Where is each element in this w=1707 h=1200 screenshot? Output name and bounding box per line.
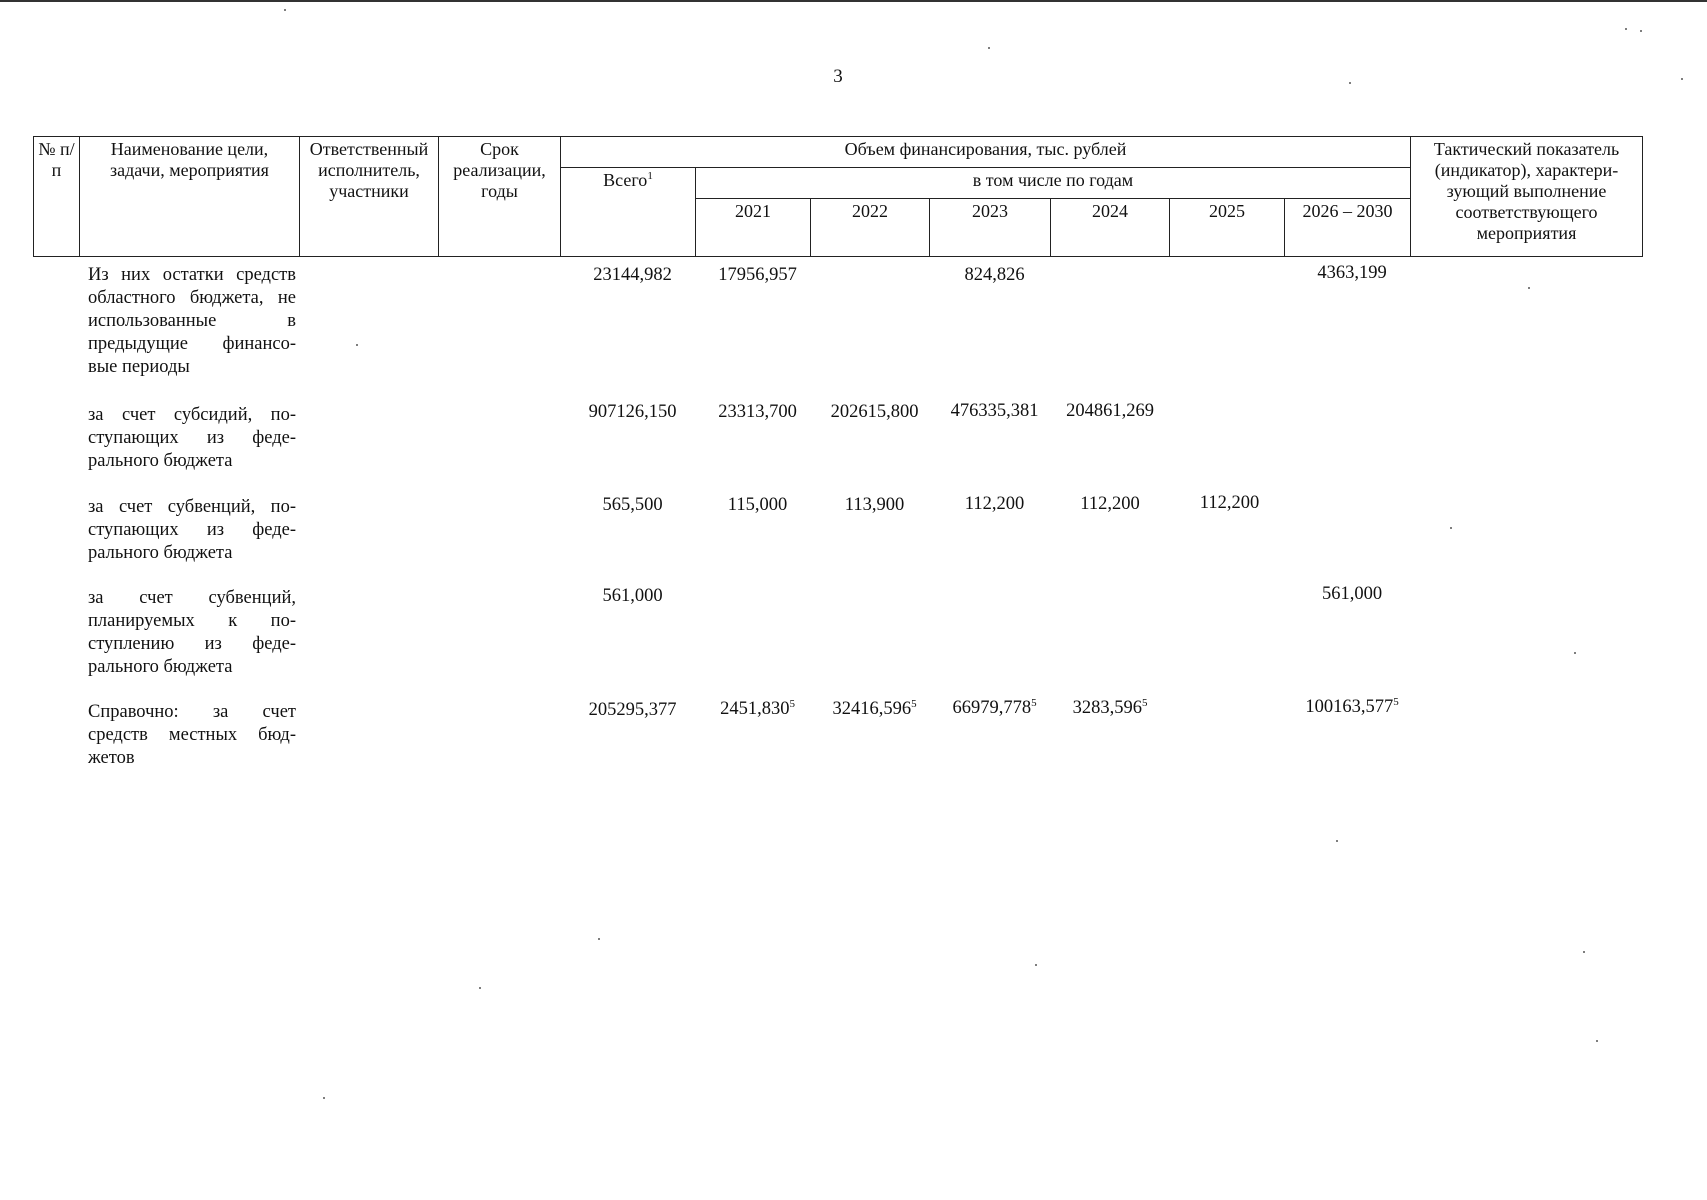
row-2024: 112,200 <box>1080 494 1140 514</box>
header-by-years: в том числе по годам <box>696 168 1411 199</box>
scan-speck <box>1528 287 1530 289</box>
header-total: Всего$^1$ <box>561 168 696 257</box>
row-2026-2030: 100163,577$^5$ <box>1305 695 1399 717</box>
row-total: 907126,150 <box>588 402 677 422</box>
header-year-2026-2030: 2026 – 2030 <box>1285 199 1411 257</box>
row-total: 23144,982 <box>593 265 672 285</box>
row-2022: 32416,596$^5$ <box>832 697 917 719</box>
header-year-2021: 2021 <box>696 199 811 257</box>
header-year-2025: 2025 <box>1170 199 1285 257</box>
header-funding: Объем финансирования, тыс. рублей <box>561 137 1411 168</box>
scan-speck <box>284 9 286 11</box>
header-executor: Ответственный исполнитель, участники <box>300 137 439 257</box>
scan-speck <box>988 47 990 49</box>
scan-speck <box>1681 78 1683 80</box>
row-total: 205295,377 <box>588 700 677 720</box>
scan-speck <box>1035 964 1037 966</box>
row-2023: 476335,381 <box>950 401 1039 421</box>
row-2022: 113,900 <box>844 495 905 515</box>
scan-speck <box>1596 1040 1598 1042</box>
row-description: за счет субвенций, планируемых к по- ступлению из феде- рального бюджета <box>88 588 296 677</box>
row-2022: 202615,800 <box>830 402 919 422</box>
page-number: 3 <box>833 66 843 87</box>
row-2026-2030: 561,000 <box>1321 584 1383 604</box>
row-2023: 112,200 <box>964 494 1025 514</box>
footnote-mark: 1 <box>647 170 653 182</box>
row-total: 565,500 <box>602 495 663 515</box>
row-description: за счет субсидий, по- ступающих из феде- рального бюджета <box>88 405 296 471</box>
header-year-2024: 2024 <box>1051 199 1170 257</box>
row-2021: 115,000 <box>727 495 788 515</box>
header-term: Срок реализации, годы <box>439 137 561 257</box>
row-2021: 17956,957 <box>718 265 797 285</box>
scan-speck <box>356 344 358 346</box>
row-2024: 3283,596$^5$ <box>1072 696 1148 718</box>
header-year-2022: 2022 <box>811 199 930 257</box>
scan-speck <box>1349 82 1351 84</box>
header-indicator: Тактический показатель (индикатор), характери- зующий выполнение соответствующего мероприятия <box>1411 137 1643 257</box>
scan-speck <box>598 938 600 940</box>
page-top-rule <box>0 0 1707 2</box>
header-year-2023: 2023 <box>930 199 1051 257</box>
row-2021: 23313,700 <box>718 402 797 422</box>
scan-speck <box>1336 840 1338 842</box>
scan-speck <box>1450 527 1452 529</box>
header-no: № п/п <box>34 137 80 257</box>
row-2024: 204861,269 <box>1066 401 1154 421</box>
row-2026-2030: 4363,199 <box>1317 263 1387 283</box>
scan-speck <box>323 1097 325 1099</box>
scan-speck <box>1640 30 1642 32</box>
row-description: Справочно: за счет средств местных бюд- жетов <box>88 702 296 768</box>
row-2023: 824,826 <box>964 265 1025 285</box>
row-description: за счет субвенций, по- ступающих из феде- рального бюджета <box>88 497 296 563</box>
header-name: Наименование цели, задачи, мероприятия <box>80 137 300 257</box>
row-2025: 112,200 <box>1199 493 1260 513</box>
row-2023: 66979,778$^5$ <box>952 696 1037 718</box>
row-total: 561,000 <box>602 586 663 606</box>
scan-speck <box>479 987 481 989</box>
scan-speck <box>1625 28 1627 30</box>
table-header <box>33 136 1643 257</box>
scan-speck <box>1583 951 1585 953</box>
row-2021: 2451,830$^5$ <box>720 697 795 719</box>
row-description: Из них остатки средств областного бюджета, не использованные в предыдущие финансо- вые периоды <box>88 265 296 377</box>
scan-speck <box>1574 652 1576 654</box>
